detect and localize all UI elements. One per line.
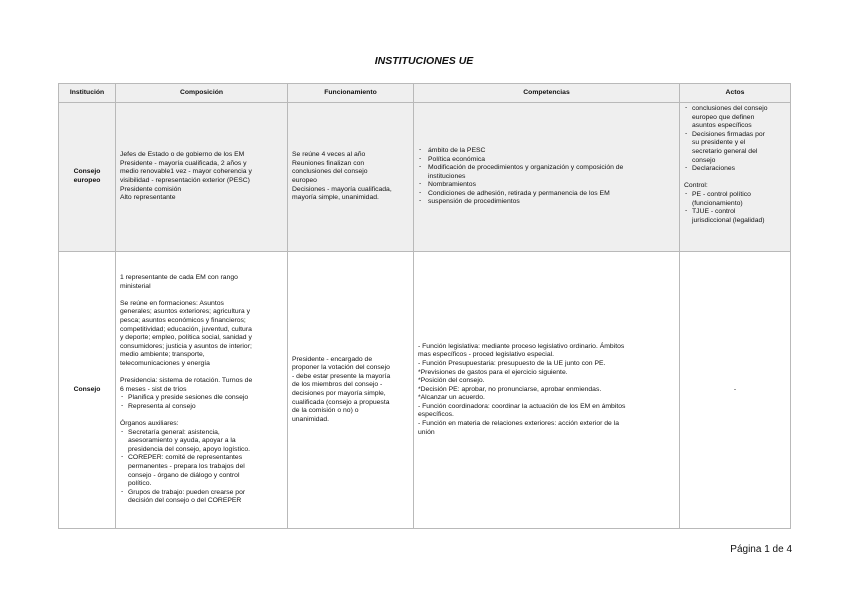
text-line: medio ambiente; transporte, [120, 351, 205, 359]
text-line: - Modificación de procedimientos y organización y composición de [428, 164, 624, 172]
list-item: - suspensión de procedimientos [418, 198, 675, 207]
text-line: (funcionamiento) [692, 199, 743, 207]
text-line: político. [128, 480, 152, 488]
text-line: competitividad; educación, juventud, cultura [120, 325, 252, 333]
text-line: permanentes - prepara los trabajos del [128, 463, 245, 471]
text-line: - Secretaría general: asistencia, [128, 428, 220, 436]
header-composicion: Composición [116, 84, 288, 103]
text-line: mas específicos - proced legislativo especial. [418, 351, 555, 359]
text-line: Presidente - mayoría cualificada, 2 años y [120, 159, 247, 167]
text-line: - debe estar presente la mayoría [292, 372, 391, 380]
text-line: medio renovable1 vez - mayor coherencia y [120, 168, 252, 176]
text-line: *Posición del consejo. [418, 377, 485, 385]
list-item [418, 164, 675, 181]
table-row-consejo-europeo [59, 103, 791, 252]
text-line: telecomunicaciones y energía [120, 359, 210, 367]
text-line: presidencia del consejo, apoyo logístico. [128, 445, 251, 453]
text-line: - conclusiones del consejo [692, 105, 768, 112]
text-line: generales; asuntos exteriores; agricultura y [120, 308, 250, 316]
header-institucion: Institución [59, 84, 116, 103]
text-line: de la comisión o no) o [292, 407, 359, 415]
list-item [120, 489, 283, 506]
text-line: - Función en materia de relaciones exteriores: acción exterior de la [418, 420, 619, 428]
text-line: visibilidad - representación exterior (PESC) [120, 177, 250, 184]
text-line: Reuniones finalizan con [292, 159, 365, 167]
text-line: Decisiones - mayoría cualificada, [292, 185, 392, 193]
list-item [684, 191, 786, 208]
header-funcionamiento: Funcionamiento [288, 84, 414, 103]
text-line: 6 meses - sist de tríos [120, 385, 187, 393]
table-row-consejo [59, 252, 791, 529]
text-line: - PE - control político [692, 190, 751, 198]
text-line: - [733, 385, 737, 393]
cell-composicion [116, 252, 288, 529]
text-line: - COREPER: comité de representantes [128, 454, 243, 462]
text-line: decisión del consejo o del COREPER [128, 497, 242, 505]
list-item: - Planifica y preside sesiones dle consejo [120, 394, 283, 403]
text-line: secretario general del [692, 147, 758, 155]
header-competencias: Competencias [414, 84, 680, 103]
text-line: ministerial [120, 282, 151, 290]
text-line: *Alcanzar un acuerdo. [418, 394, 485, 402]
list-item: - Condiciones de adhesión, retirada y permanencia de los EM [418, 190, 675, 199]
text-line: *Previsiones de gastos para el ejercicio siguiente. [418, 368, 568, 376]
institutions-table [58, 83, 791, 529]
text-line: Jefes de Estado o de gobierno de los EM [120, 151, 245, 159]
cell-actos [680, 103, 791, 252]
list-item [684, 131, 786, 165]
text-line: Alto representante [120, 194, 176, 202]
text-line: Se reúne en formaciones: Asuntos [120, 299, 224, 307]
text-line: proponer la votación del consejo [292, 364, 390, 372]
text-line: consejo - órgano de diálogo y control [128, 471, 240, 479]
text-line: Se reúne 4 veces al año [292, 151, 366, 159]
text-line: asesoramiento y ayuda, apoyar a la [128, 437, 236, 445]
institution-name: europeo [73, 177, 101, 184]
text-line: europeo que definen [692, 113, 755, 121]
text-line: específicos. [418, 411, 454, 419]
cell-funcionamiento [288, 103, 414, 252]
text-line: - Función legislativa: mediante proceso legislativo ordinario. Ámbitos [418, 342, 625, 350]
text-line: Presidente comisión [120, 185, 182, 193]
table-header-row [59, 84, 791, 103]
list-item: - ámbito de la PESC [418, 147, 675, 156]
header-actos: Actos [680, 84, 791, 103]
cell-competencias [414, 252, 680, 529]
text-line: mayoría simple, unanimidad. [292, 194, 379, 202]
cell-composicion [116, 103, 288, 252]
text-line: Órganos auxiliares: [120, 420, 179, 428]
institution-name: Consejo [73, 168, 101, 176]
text-line: instituciones [428, 172, 466, 180]
text-line: - TJUE - control [692, 208, 736, 216]
text-line: de los miembros del consejo - [292, 381, 383, 389]
list-item: - Representa al consejo [120, 403, 283, 412]
text-line: 1 representante de cada EM con rango [120, 273, 238, 281]
text-line: - Función coordinadora: coordinar la actuación de los EM en ámbitos [418, 402, 626, 410]
list-item: - Política económica [418, 156, 675, 165]
list-item: - Declaraciones [684, 165, 786, 174]
institution-name: Consejo [73, 385, 101, 393]
text-line: asuntos específicos [692, 122, 752, 130]
page-title: INSTITUCIONES UE [374, 55, 474, 67]
page-number: Página 1 de 4 [730, 544, 792, 555]
list-item [120, 454, 283, 488]
text-line: consumidores; justicia y asuntos de interior; [120, 342, 252, 350]
text-line: - Decisiones firmadas por [692, 130, 765, 138]
list-item [120, 429, 283, 455]
text-line: unanimidad. [292, 415, 330, 423]
list-item [684, 208, 786, 225]
text-line: Presidente - encargado de [292, 355, 373, 363]
text-line: *Decisión PE: aprobar, no pronunciarse, aprobar enmiendas. [418, 385, 602, 393]
text-line: consejo [692, 156, 716, 164]
cell-competencias [414, 103, 680, 252]
text-line: decisiones por mayoría simple, [292, 390, 386, 397]
list-item: - Nombramientos [418, 181, 675, 190]
control-label: Control: [684, 182, 708, 190]
text-line: europeo [292, 177, 317, 184]
text-line: - Función Presupuestaria: presupuesto de la UE junto con PE. [418, 359, 606, 367]
text-line: jurisdiccional (legalidad) [692, 216, 765, 224]
text-line: pesca; asuntos económicos y financieros; [120, 316, 246, 324]
cell-institucion [59, 252, 116, 529]
text-line: - Grupos de trabajo: pueden crearse por [128, 488, 246, 496]
text-line: cualificada (consejo a propuesta [292, 398, 390, 406]
cell-funcionamiento [288, 252, 414, 529]
text-line: conclusiones del consejo [292, 168, 368, 176]
cell-institucion [59, 103, 116, 252]
list-item [684, 105, 786, 131]
text-line: su presidente y el [692, 139, 746, 147]
text-line: Presidencia: sistema de rotación. Turnos de [120, 377, 253, 385]
text-line: y deporte; empleo, política social, sanidad y [120, 334, 252, 342]
text-line: unión [418, 428, 435, 436]
cell-actos [680, 252, 791, 529]
